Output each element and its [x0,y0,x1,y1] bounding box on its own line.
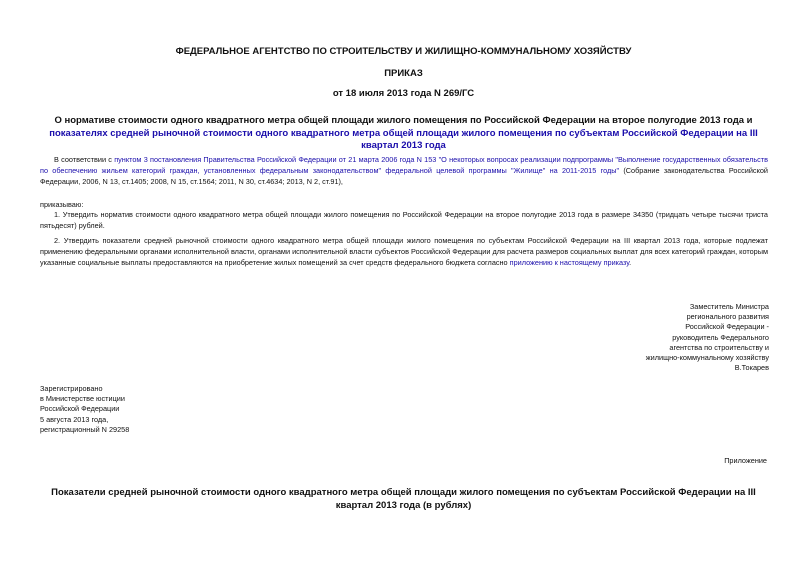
preamble-text-1: В соответствии с [54,155,115,164]
title-link[interactable]: показателях средней рыночной стоимости одного квадратного метра общей площади жилого помещения по субъектам Российской Федерации на III квартал 2013 года [49,127,758,151]
item-1-paragraph: 1. Утвердить норматив стоимости одного квадратного метра общей площади жилого помещения по Российской Федерации на второе полугодие 2013 года в размере 34350 (тридцать четыре тысячи триста пятьдесят) рублей. [40,210,768,230]
registration-line: Российской Федерации [40,404,120,414]
signature-line: регионального развития [686,312,769,322]
registration-line: регистрационный N 29258 [40,424,130,434]
preamble-link-point3[interactable]: пунктом 3 постановления [114,155,202,164]
preamble-text-3: (Собрание законодательства Российской Федерации, 2006, N 13, ст.1405; 2008, N 15, ст.1564; 2011, N 30, ст.4634; 2013, N 2, ст.91), [40,165,768,186]
appendix-title: Показатели средней рыночной стоимости одного квадратного метра общей площади жилого помещения по субъектам Российской Федерации на III квартал 2013 года (в рублях) [51,487,756,511]
order-date: от 18 июля 2013 года N 269/ГС [332,88,475,99]
item-2-text: 2. Утвердить показатели средней рыночной стоимости одного квадратного метра общей площади жилого помещения по субъектам Российской Федерации на III квартал 2013 года, которые подлежат применению федеральными органами исполнительной власти, органами исполнительной власти субъектов Российской Федерации для расчета размеров социальных выплат для всех категорий граждан, которым указанные социальные выплаты предоставляются на приобретение жилых помещений за счет средств федерального бюджета согласно [40,236,768,267]
registration-line: Зарегистрировано [40,384,103,393]
item-2-end: . [629,257,632,267]
preamble-link-government-decree[interactable]: Правительства Российской Федерации от 21 марта 2006 года N 153 "О некоторых вопросах реализации подпрограммы "Выполнение государственных обязательств по обеспечению жильем категорий граждан, установленных федеральным законодательством" федеральной целевой программы "Жилище" на 2011-2015 годы" [40,155,769,175]
signature-block [599,302,769,373]
signature-line: Заместитель Министра [689,302,769,311]
registration-block [40,384,129,435]
title-text: О нормативе стоимости одного квадратного метра общей площади жилого помещения по Российской Федерации на второе полугодие 2013 года и [54,115,753,126]
agency-heading: ФЕДЕРАЛЬНОЕ АГЕНТСТВО ПО СТРОИТЕЛЬСТВУ И ЖИЛИЩНО-КОММУНАЛЬНОМУ ХОЗЯЙСТВУ [175,46,632,57]
appendix-label: Приложение [724,456,767,465]
signature-line: жилищно-коммунальному хозяйству [645,353,769,363]
preamble-paragraph [40,155,768,187]
registration-line: 5 августа 2013 года, [40,414,109,424]
registration-line: в Министерстве юстиции [40,394,125,404]
signature-line: Российской Федерации - [685,322,769,332]
order-word: приказываю: [40,200,84,209]
item-2-paragraph [40,236,768,268]
document-title [38,115,769,153]
signature-line: агентства по строительству и [669,342,769,352]
signatory-name: В.Токарев [734,363,769,373]
appendix-link[interactable]: приложению к настоящему приказу [509,257,630,267]
order-heading: ПРИКАЗ [384,68,423,79]
signature-line: руководитель Федерального [672,332,769,342]
